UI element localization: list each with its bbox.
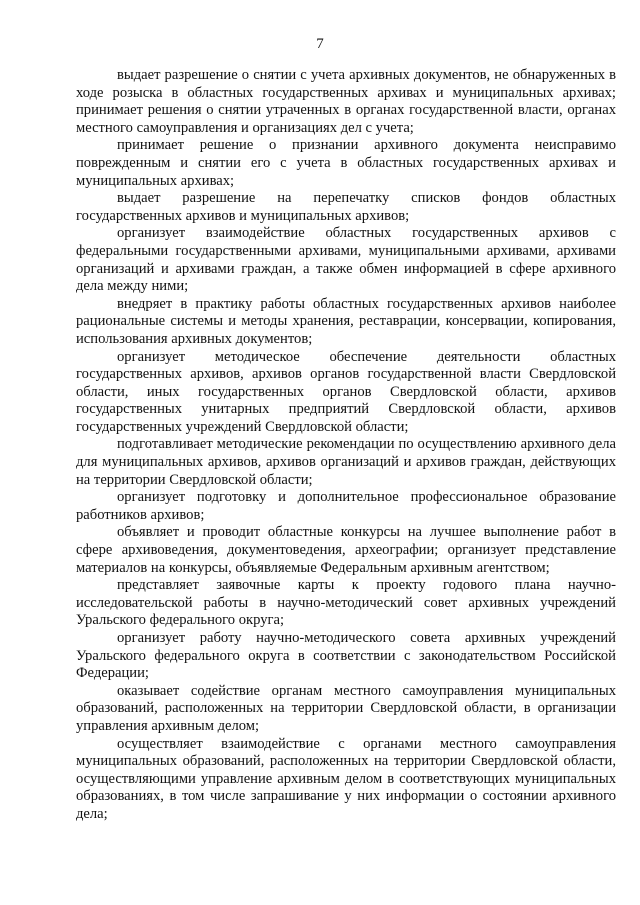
paragraph: осуществляет взаимодействие с органами местного самоуправления муниципальных образований, расположенных на территории Свердловской области, осуществляющими управление архивным делом в соответствующих муниципальных образованиях, в том числе запрашивание у них информации о состоянии архивного дела; xyxy=(76,735,616,822)
paragraph: внедряет в практику работы областных государственных архивов наиболее рациональные системы и методы хранения, реставрации, консервации, копирования, использования архивных документов; xyxy=(76,295,616,347)
paragraph: организует подготовку и дополнительное профессиональное образование работников архивов; xyxy=(76,489,616,523)
paragraph: организует методическое обеспечение деятельности областных государственных архивов, архивов органов государственной власти Свердловской области, иных государственных органов Свердловской области, архивов государственных унитарных предприятий Свердловской области, архивов государственных учреждений Свердловской области; xyxy=(76,348,616,435)
page-number: 7 xyxy=(316,36,324,52)
paragraph: выдает разрешение о снятии с учета архивных документов, не обнаруженных в ходе розыска в областных государственных архивах и муниципальных архивах; принимает решения о снятии утраченных в органах государственной власти, органах местного самоуправления и организациях дел с учета; xyxy=(76,67,616,136)
paragraph: принимает решение о признании архивного документа неисправимо поврежденным и снятии его с учета в областных государственных архивах и муниципальных архивах; xyxy=(76,137,616,189)
paragraph: представляет заявочные карты к проекту годового плана научно-исследовательской работы в научно-методический совет архивных учреждений Уральского федерального округа; xyxy=(76,577,616,629)
paragraph: объявляет и проводит областные конкурсы на лучшее выполнение работ в сфере архивоведения, документоведения, археографии; организует представление материалов на конкурсы, объявляемые Федеральным архивным агентством; xyxy=(76,524,616,576)
document-body xyxy=(76,67,616,824)
paragraph: организует взаимодействие областных государственных архивов с федеральными государственными архивами, муниципальными архивами, архивами организаций и архивами граждан, а также обмен информацией в сфере архивного дела между ними; xyxy=(76,225,616,295)
paragraph: выдает разрешение на перепечатку списков фондов областных государственных архивов и муниципальных архивов; xyxy=(76,190,616,224)
paragraph: организует работу научно-методического совета архивных учреждений Уральского федерального округа в соответствии с законодательством Российской Федерации; xyxy=(76,630,616,682)
paragraph: оказывает содействие органам местного самоуправления муниципальных образований, расположенных на территории Свердловской области, в организации управления архивным делом; xyxy=(76,682,616,734)
paragraph: подготавливает методические рекомендации по осуществлению архивного дела для муниципальных архивов, архивов организаций и архивов граждан, действующих на территории Свердловской области; xyxy=(76,436,616,488)
